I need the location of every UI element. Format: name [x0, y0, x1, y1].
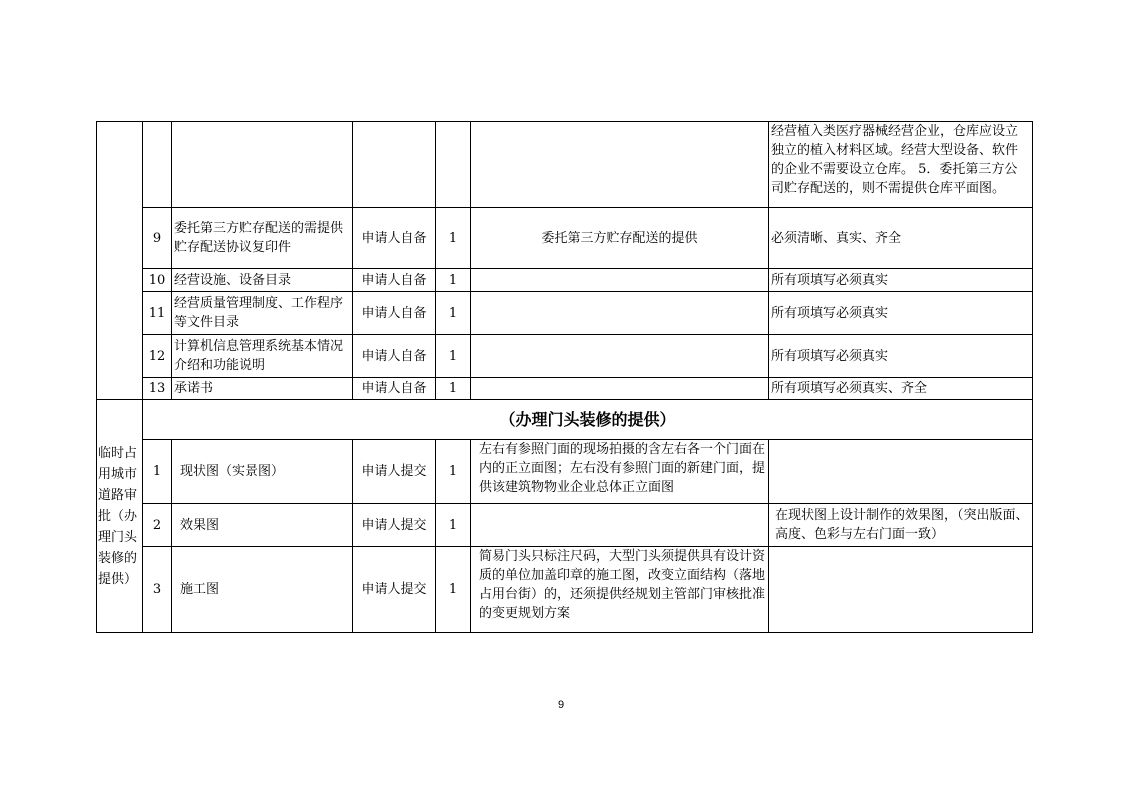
row-number-cell: 3 [143, 547, 172, 633]
table-row [97, 208, 1033, 269]
count-cell: 1 [436, 292, 471, 335]
row-number-cell: 11 [143, 292, 172, 335]
material-name-cell: 委托第三方贮存配送的需提供贮存配送协议复印件 [172, 208, 353, 269]
requirement-cell [769, 547, 1033, 633]
table-row [97, 547, 1033, 633]
page-number: 9 [557, 699, 565, 711]
count-cell [436, 122, 471, 208]
source-cell: 申请人提交 [353, 547, 436, 633]
requirement-cell: 所有项填写必须真实 [769, 335, 1033, 378]
requirement-cell: 经营植入类医疗器械经营企业，仓库应设立独立的植入材料区域。经营大型设备、软件的企业不需要设立仓库。 5．委托第三方公司贮存配送的，则不需提供仓库平面图。 [769, 122, 1033, 208]
requirement-cell: 所有项填写必须真实 [769, 269, 1033, 292]
row-number-cell [143, 122, 172, 208]
condition-cell [471, 378, 769, 400]
condition-cell [471, 269, 769, 292]
source-cell: 申请人自备 [353, 378, 436, 400]
table-row [97, 378, 1033, 400]
condition-cell [471, 122, 769, 208]
source-cell [353, 122, 436, 208]
requirement-cell [769, 440, 1033, 504]
count-cell: 1 [436, 335, 471, 378]
count-cell: 1 [436, 378, 471, 400]
material-name-cell: 计算机信息管理系统基本情况介绍和功能说明 [172, 335, 353, 378]
material-name-cell: 经营质量管理制度、工作程序等文件目录 [172, 292, 353, 335]
count-cell: 1 [436, 208, 471, 269]
requirement-cell: 在现状图上设计制作的效果图，（突出版面、高度、色彩与左右门面一致） [769, 504, 1033, 547]
material-name-cell: 效果图 [172, 504, 353, 547]
source-cell: 申请人自备 [353, 335, 436, 378]
source-cell: 申请人自备 [353, 292, 436, 335]
material-name-cell: 经营设施、设备目录 [172, 269, 353, 292]
row-number-cell: 9 [143, 208, 172, 269]
material-name-cell: 承诺书 [172, 378, 353, 400]
table-row [97, 269, 1033, 292]
section-heading-row [97, 400, 1033, 440]
table-row-continuation [97, 122, 1033, 208]
section-heading: （办理门头装修的提供） [143, 400, 1033, 440]
condition-cell: 左右有参照门面的现场拍摄的含左右各一个门面在内的正立面图；左右没有参照门面的新建门面，提供该建筑物物业企业总体正立面图 [471, 440, 769, 504]
count-cell: 1 [436, 547, 471, 633]
category-cell: 临时占用城市道路审批（办理门头装修的提供） [97, 400, 143, 633]
materials-table [96, 121, 1033, 633]
table-row [97, 335, 1033, 378]
condition-cell [471, 504, 769, 547]
count-cell: 1 [436, 504, 471, 547]
condition-cell [471, 292, 769, 335]
condition-cell: 委托第三方贮存配送的提供 [471, 208, 769, 269]
table-row [97, 504, 1033, 547]
category-cell-empty [97, 122, 143, 400]
source-cell: 申请人自备 [353, 208, 436, 269]
count-cell: 1 [436, 269, 471, 292]
requirement-cell: 必须清晰、真实、齐全 [769, 208, 1033, 269]
condition-cell: 简易门头只标注尺码，大型门头须提供具有设计资质的单位加盖印章的施工图，改变立面结构（落地占用台街）的，还须提供经规划主管部门审核批准的变更规划方案 [471, 547, 769, 633]
material-name-cell [172, 122, 353, 208]
source-cell: 申请人提交 [353, 440, 436, 504]
source-cell: 申请人提交 [353, 504, 436, 547]
row-number-cell: 12 [143, 335, 172, 378]
material-name-cell: 现状图（实景图） [172, 440, 353, 504]
condition-cell [471, 335, 769, 378]
row-number-cell: 13 [143, 378, 172, 400]
requirement-cell: 所有项填写必须真实 [769, 292, 1033, 335]
row-number-cell: 10 [143, 269, 172, 292]
row-number-cell: 2 [143, 504, 172, 547]
count-cell: 1 [436, 440, 471, 504]
material-name-cell: 施工图 [172, 547, 353, 633]
requirement-cell: 所有项填写必须真实、齐全 [769, 378, 1033, 400]
table-row [97, 440, 1033, 504]
table-row [97, 292, 1033, 335]
source-cell: 申请人自备 [353, 269, 436, 292]
row-number-cell: 1 [143, 440, 172, 504]
